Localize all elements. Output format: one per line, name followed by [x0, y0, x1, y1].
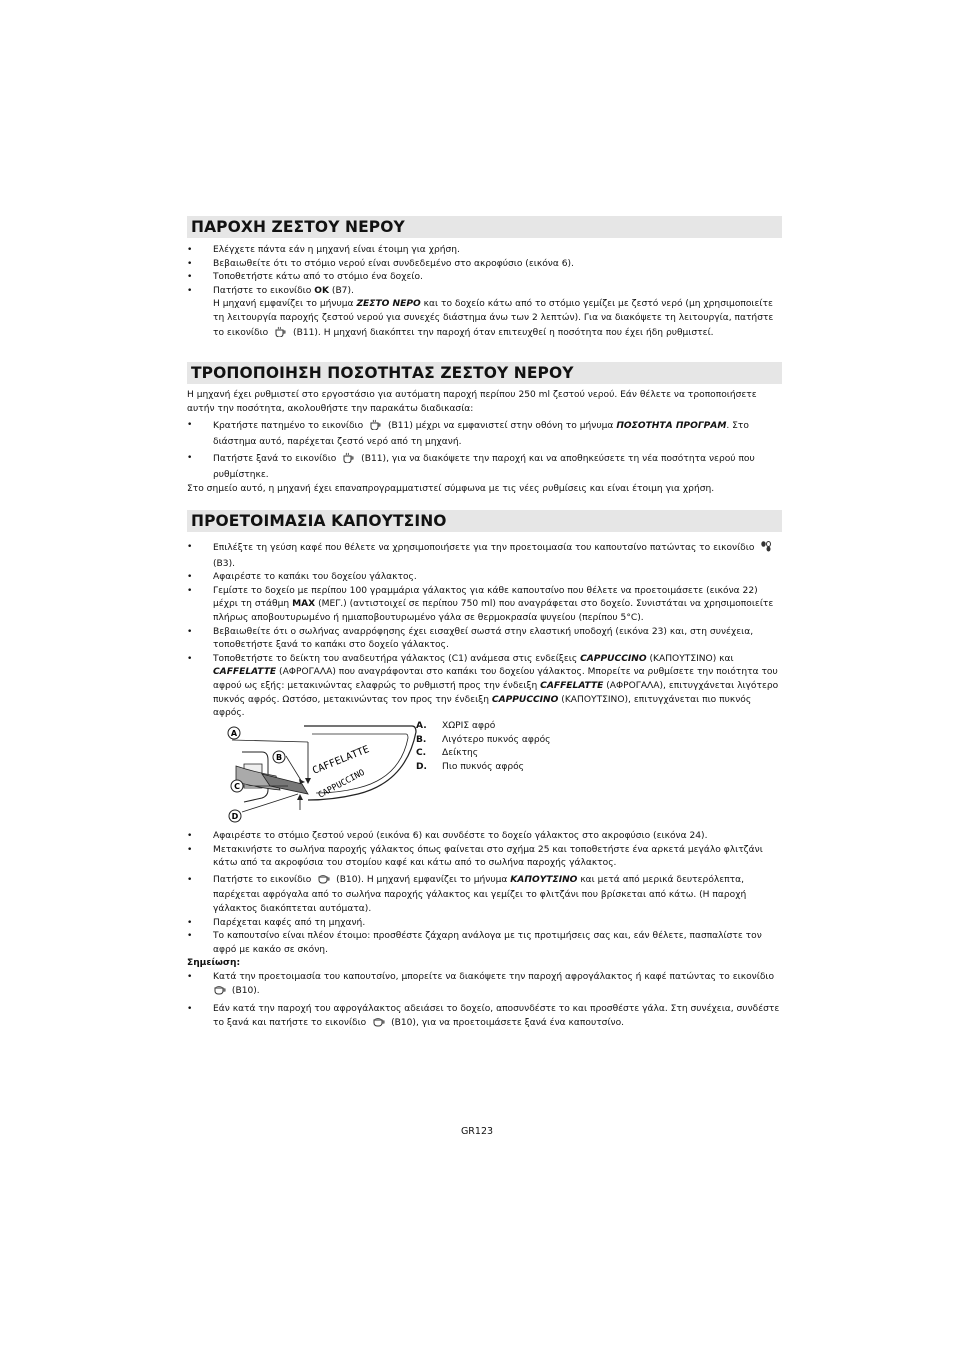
step-text: Κατά την προετοιμασία του καπουτσίνο, μπορείτε να διακόψετε την παροχή αφρογάλακτος ή καφέ πατώντας το εικονίδιο	[213, 971, 775, 982]
step-text: (B3).	[213, 558, 236, 569]
step-text: Επιλέξτε τη γεύση καφέ που θέλετε να χρησιμοποιήσετε για την προετοιμασία του καπουτσίνο πατώντας το εικονίδιο	[213, 543, 755, 553]
section-title-cappuccino: ΠΡΟΕΤΟΙΜΑΣΙΑ ΚΑΠΟΥΤΣΙΝΟ	[187, 510, 782, 532]
cappuccino-steps-bottom	[187, 830, 782, 1032]
coffee-strength-icon	[760, 541, 772, 558]
cappuccino-label: CAPPUCCINO	[580, 653, 647, 664]
caffelatte-label: CAFFELATTE	[213, 667, 277, 678]
section-title-modify-quantity: ΤΡΟΠΟΠΟΙΗΣΗ ΠΟΣΟΤΗΤΑΣ ΖΕΣΤΟΥ ΝΕΡΟΥ	[187, 362, 782, 384]
list-item	[187, 419, 782, 449]
list-item	[187, 844, 782, 871]
legend-item	[416, 761, 551, 775]
display-message: ΖΕΣΤΟ ΝΕΡΟ	[356, 299, 421, 310]
step-text: Βεβαιωθείτε ότι το στόμιο νερού είναι συνδεδεμένο στο ακροφύσιο (εικόνα 6).	[213, 258, 574, 269]
legend-text: Λιγότερο πυκνός αφρός	[442, 734, 551, 745]
display-message: ΚΑΠΟΥΤΣΙΝΟ	[510, 874, 578, 885]
step-text: Εάν κατά την παροχή του αφρογάλακτος αδειάσει το δοχείο, αποσυνδέστε το και προσθέστε γάλα. Στη συνέχεια, συνδέστε το ξανά και πατήστε το εικονίδιο	[213, 1004, 780, 1028]
list-item	[187, 452, 782, 482]
page-number: GR123	[460, 1126, 494, 1137]
list-item	[187, 541, 782, 571]
step-text: Γεμίστε το δοχείο με περίπου 100 γραμμάρια γάλακτος για κάθε καπουτσίνο που θέλετε να προετοιμάσετε (εικόνα 22) μέχρι τη στάθμη	[213, 585, 758, 610]
list-item	[187, 258, 782, 272]
step-text: Πατήστε ξανά το εικονίδιο	[213, 454, 337, 465]
callout-d: D	[231, 812, 239, 821]
step-text: Πατήστε το εικονίδιο	[213, 874, 312, 885]
step-text: (B11) μέχρι να εμφανιστεί στην οθόνη το μήνυμα	[387, 421, 617, 432]
outro-paragraph: Στο σημείο αυτό, η μηχανή έχει επαναπρογραμματιστεί σύμφωνα με τις νέες ρυθμίσεις και είναι έτοιμη για χρήση.	[187, 483, 715, 494]
milk-frother-diagram	[222, 722, 417, 824]
diagram-legend	[416, 720, 551, 774]
cappuccino-label: CAPPUCCINO	[491, 694, 559, 705]
hot-water-icon	[369, 419, 382, 436]
callout-a: A	[230, 729, 238, 738]
step-text: Πατήστε το εικονίδιο	[213, 285, 315, 296]
modify-quantity-steps	[187, 389, 782, 496]
step-text: Μετακινήστε το σωλήνα παροχής γάλακτος όπως φαίνεται στο σχήμα 25 και τοποθετήστε ένα αρκετά μεγάλο φλιτζάνι κάτω από τα ακροφύσια του στομίου καφέ και κάτω από το σωλήνα παροχής γάλακτος.	[213, 844, 763, 869]
step-text: Παρέχεται καφές από τη μηχανή.	[213, 917, 366, 928]
cappuccino-steps-top	[187, 541, 782, 721]
legend-text: ΧΩΡΙΣ αφρό	[442, 721, 496, 731]
note-title: Σημείωση:	[187, 958, 241, 969]
intro-paragraph: Η μηχανή έχει ρυθμιστεί στο εργοστάσιο για αυτόματη παροχή περίπου 250 ml ζεστού νερού. Εάν θέλετε να τροποποιήσετε αυτήν την ποσότητα, ακολουθήστε την παρακάτω διαδικασία:	[187, 390, 757, 414]
cappuccino-cup-icon	[372, 1017, 385, 1033]
list-item	[187, 285, 782, 342]
list-item	[187, 930, 782, 957]
legend-item	[416, 734, 551, 748]
step-text: (B11). Η μηχανή διακόπτει την παροχή όταν επιτευχθεί η ποσότητα που έχει ήδη ρυθμιστεί.	[293, 327, 714, 338]
max-label: MAX	[292, 599, 316, 610]
callout-b: B	[275, 753, 283, 762]
step-text: (B10).	[231, 985, 260, 996]
step-text: Αφαιρέστε το στόμιο ζεστού νερού (εικόνα 6) και συνδέστε το δοχείο γάλακτος στο ακροφύσιο (εικόνα 24).	[213, 831, 708, 841]
legend-key: A.	[416, 721, 427, 731]
hot-water-steps	[187, 244, 782, 342]
step-text: Βεβαιωθείτε ότι ο σωλήνας αναρρόφησης έχει εισαχθεί σωστά στην ελαστική υποδοχή (εικόνα 23) και, στη συνέχεια, τοποθετήστε ξανά το καπάκι στο δοχείο γάλακτος.	[213, 626, 754, 651]
step-text: Αφαιρέστε το καπάκι του δοχείου γάλακτος.	[213, 572, 417, 583]
step-text: Το καπουτσίνο είναι πλέον έτοιμο: προσθέστε ζάχαρη ανάλογα με τις προτιμήσεις σας και, εάν θέλετε, πασπαλίστε τον αφρό με κακάο σε σκόνη.	[213, 931, 762, 955]
section-title-hot-water: ΠΑΡΟΧΗ ΖΕΣΤΟΥ ΝΕΡΟΥ	[187, 216, 782, 238]
cappuccino-cup-icon	[317, 874, 330, 890]
list-item	[187, 971, 782, 1000]
step-text: (ΚΑΠΟΥΤΣΙΝΟ) και	[646, 653, 734, 664]
step-text: (B10), για να προετοιμάσετε ξανά ένα καπουτσίνο.	[391, 1017, 625, 1028]
cappuccino-cup-icon	[213, 985, 226, 1001]
list-item	[187, 585, 782, 626]
legend-key: C.	[416, 748, 427, 759]
step-text: Τοποθετήστε κάτω από το στόμιο ένα δοχείο.	[213, 272, 423, 283]
legend-key: D.	[416, 761, 428, 772]
display-message: ΠΟΣΟΤΗΤΑ ΠΡΟΓΡΑΜ	[616, 421, 727, 432]
step-text: . Στο διάστημα αυτό, παρέχεται ζεστό νερό από τη μηχανή.	[213, 421, 749, 447]
step-text: (B7).	[329, 285, 354, 296]
cappuccino-dial-label: CAPPUCCINO	[316, 767, 367, 801]
list-item	[187, 271, 782, 285]
legend-text: Δείκτης	[442, 748, 479, 759]
callout-c: C	[234, 782, 240, 791]
list-item	[187, 830, 782, 844]
legend-text: Πιο πυκνός αφρός	[442, 761, 525, 772]
caffelatte-dial-label: CAFFELATTE	[311, 744, 371, 777]
step-text: και μετά από μερικά δευτερόλεπτα, παρέχεται αφρόγαλα από το σωλήνα παροχής γάλακτος και γεμίζει το φλιτζάνι που βρίσκεται από κάτω. (Η παροχή γάλακτος διακόπτεται αυτόματα).	[213, 874, 747, 914]
step-text: (ΜΕΓ.) (αντιστοιχεί σε περίπου 750 ml) που αναγράφεται στο δοχείο. Συνιστάται να χρησιμοποιείτε πλήρως αποβουτυρωμένο ή ημιαποβουτυρωμένο γάλα σε θερμοκρασία ψυγείου (περίπου 5°C).	[213, 599, 774, 623]
hot-water-icon	[274, 326, 287, 343]
step-text: (ΚΑΠΟΥΤΣΙΝΟ), επιτυγχάνεται πιο πυκνός αφρός.	[213, 694, 752, 719]
step-text: (ΑΦΡΟΓΑΛΑ), επιτυγχάνεται λιγότερο πυκνός αφρός. Ωστόσο, μετακινώντας τον προς την ένδειξη	[213, 680, 779, 705]
step-text: (B10). Η μηχανή εμφανίζει το μήνυμα	[336, 874, 511, 885]
hot-water-icon	[342, 452, 355, 469]
step-text: και το δοχείο κάτω από το στόμιο γεμίζει με ζεστό νερό (μη χρησιμοποιείτε τη λειτουργία παροχής ζεστού νερού για συνεχές διάστημα άνω των 2 λεπτών). Για να διακόψετε τη λειτουργία, πατήστε το εικονίδιο	[213, 299, 774, 338]
list-item	[187, 626, 782, 653]
step-text: Κρατήστε πατημένο το εικονίδιο	[213, 421, 364, 432]
list-item	[187, 244, 782, 258]
legend-item	[416, 720, 551, 734]
ok-label: OK	[314, 285, 329, 296]
list-item	[187, 653, 782, 721]
step-text: Ελέγχετε πάντα εάν η μηχανή είναι έτοιμη για χρήση.	[213, 245, 460, 255]
list-item	[187, 874, 782, 917]
list-item	[187, 1003, 782, 1032]
step-text: (ΑΦΡΟΓΑΛΑ) που αναγράφονται στο καπάκι του δοχείου γάλακτος. Μπορείτε να ρυθμίσετε την ποιότητα του αφρού ως εξής: μετακινώντας ελαφρώς το ρυθμιστή προς την ένδειξη	[213, 667, 778, 691]
legend-key: B.	[416, 734, 427, 745]
caffelatte-label: CAFFELATTE	[540, 680, 604, 691]
step-text: (B11), για να διακόψετε την παροχή και να αποθηκεύσετε τη νέα ποσότητα νερού που ρυθμίστηκε.	[213, 454, 755, 480]
list-item	[187, 917, 782, 931]
step-text: Τοποθετήστε το δείκτη του αναδευτήρα γάλακτος (C1) ανάμεσα στις ενδείξεις	[213, 653, 581, 664]
step-text: Η μηχανή εμφανίζει το μήνυμα	[213, 299, 357, 310]
list-item	[187, 571, 782, 585]
legend-item	[416, 747, 551, 761]
